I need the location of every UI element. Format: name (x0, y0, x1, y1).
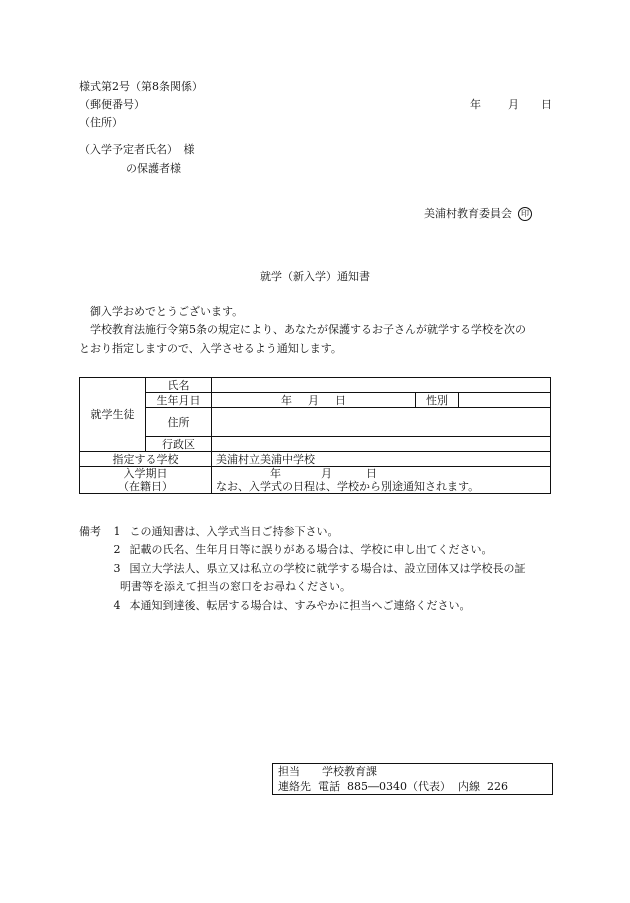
remark-number: 1 (113, 525, 121, 538)
address-label-cell: 住所 (146, 408, 212, 437)
birth-label: 生年月日 (146, 393, 212, 408)
body-line-1: 学校教育法施行令第5条の規定により、あなたが保護するお子さんが就学する学校を次の (90, 323, 526, 336)
contact-label: 連絡先 (278, 780, 311, 793)
school-label: 指定する学校 (80, 452, 212, 467)
postal-code-label: （郵便番号） (79, 98, 145, 111)
table-row (80, 378, 551, 393)
sender (424, 207, 532, 221)
contact-box (272, 763, 553, 795)
gender-label: 性別 (416, 393, 459, 408)
form-number: 様式第2号（第8条関係） (79, 80, 203, 93)
student-name-line: （入学予定者氏名） 様 (79, 143, 195, 156)
entry-day: 日 (366, 467, 377, 480)
table-row (80, 452, 551, 467)
table-row (80, 437, 551, 452)
date-day: 日 (541, 98, 552, 111)
extension-value: 226 (487, 780, 508, 793)
entry-value-cell (212, 467, 551, 494)
remark-number: 3 (113, 562, 121, 575)
address-label: （住所） (79, 116, 123, 129)
birth-date-value (212, 393, 416, 408)
remark-text: 記載の氏名、生年月日等に誤りがある場合は、学校に申し出てください。 (129, 543, 493, 556)
remark-item-2 (108, 543, 493, 557)
person-value: 学校教育課 (322, 765, 377, 778)
entry-label-cell (80, 467, 212, 494)
remark-text: この通知書は、入学式当日ご持参下さい。 (129, 525, 339, 538)
student-label: 就学生徒 (80, 378, 146, 452)
contact-person-row (273, 764, 552, 779)
table-row (80, 408, 551, 437)
greeting: 御入学おめでとうございます。 (90, 305, 244, 318)
address-value (212, 408, 551, 437)
date-year: 年 (470, 98, 481, 111)
remark-item-1 (108, 525, 339, 539)
birth-month: 月 (308, 393, 319, 407)
entry-sub-label: （在籍日） (118, 480, 173, 493)
phone-value: 885―0340（代表） (347, 780, 451, 793)
remark-item-3-continued: 明書等を添えて担当の窓口をお尋ねください。 (120, 580, 351, 593)
remark-number: 4 (113, 599, 121, 612)
phone-label: 電話 (318, 780, 340, 793)
extension-label: 内線 (458, 780, 480, 793)
remark-item-3 (108, 562, 526, 576)
remark-number: 2 (113, 543, 121, 556)
person-label: 担当 (278, 765, 300, 778)
enrollment-table (79, 377, 551, 494)
entry-month: 月 (321, 467, 332, 480)
document-title: 就学（新入学）通知書 (260, 270, 370, 283)
district-label: 行政区 (146, 437, 212, 452)
entry-label: 入学期日 (123, 467, 168, 480)
table-row (80, 467, 551, 494)
remarks-label: 備考 (79, 525, 101, 538)
district-value (212, 437, 551, 452)
gender-value (459, 393, 551, 408)
birth-day: 日 (335, 393, 346, 407)
seal-stamp: 印 (518, 207, 532, 221)
contact-phone-row (273, 779, 552, 794)
name-label: 氏名 (146, 378, 212, 393)
entry-note: なお、入学式の日程は、学校から別途通知されます。 (216, 480, 480, 493)
entry-year: 年 (270, 467, 281, 480)
remark-text: 国立大学法人、県立又は私立の学校に就学する場合は、設立団体又は学校長の証 (129, 562, 526, 575)
birth-year: 年 (281, 393, 292, 407)
date-month: 月 (508, 98, 519, 111)
remark-item-4 (108, 599, 471, 613)
body-line-2: とおり指定しますので、入学させるよう通知します。 (79, 342, 342, 355)
sender-name: 美浦村教育委員会 (424, 207, 512, 220)
entry-date (216, 467, 546, 480)
name-value (212, 378, 551, 393)
remark-text: 本通知到達後、転居する場合は、すみやかに担当へご連絡ください。 (129, 599, 471, 612)
guardian-line: の保護者様 (126, 162, 181, 175)
school-value: 美浦村立美浦中学校 (212, 452, 551, 467)
table-row (80, 393, 551, 408)
